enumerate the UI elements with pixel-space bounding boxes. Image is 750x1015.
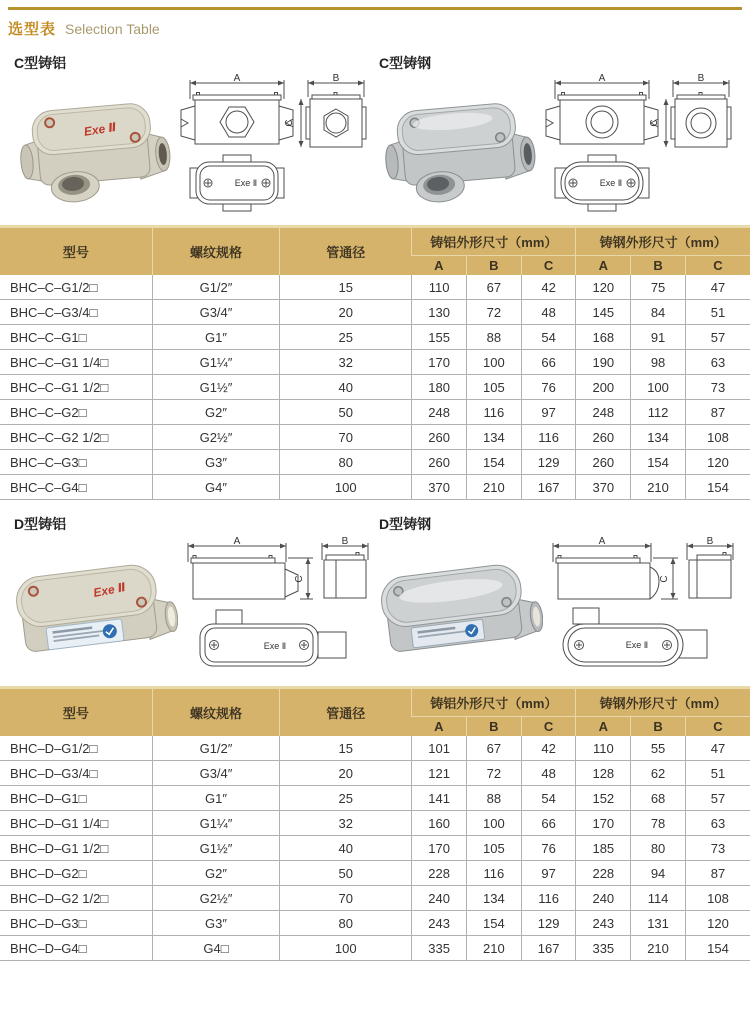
- value-cell: 116: [466, 861, 521, 886]
- model-cell: BHC–C–G2 1/2□: [0, 425, 152, 450]
- table-row: [0, 350, 750, 375]
- value-cell: 154: [685, 475, 750, 500]
- table-row: [0, 811, 750, 836]
- value-cell: 80: [631, 836, 686, 861]
- value-cell: 116: [466, 400, 521, 425]
- value-cell: 63: [685, 350, 750, 375]
- dimension-drawing-c-type: [545, 73, 735, 215]
- value-cell: G3/4″: [152, 300, 280, 325]
- section-label: C型铸铝: [14, 55, 67, 71]
- sub-header-a: A: [576, 256, 631, 276]
- col-group-steel: 铸钢外形尺寸（mm）: [576, 227, 750, 256]
- value-cell: 141: [412, 786, 467, 811]
- sub-header-a: A: [412, 256, 467, 276]
- value-cell: 66: [521, 350, 576, 375]
- dim-label-c: C: [649, 119, 660, 127]
- value-cell: G1½″: [152, 836, 280, 861]
- value-cell: 78: [631, 811, 686, 836]
- value-cell: 100: [466, 350, 521, 375]
- sub-header-c: C: [521, 717, 576, 737]
- product-photo-c-aluminum: [10, 73, 178, 215]
- value-cell: 128: [576, 761, 631, 786]
- screw-icon: [28, 586, 38, 596]
- d-type-spec-table: [0, 686, 750, 961]
- table-row: [0, 475, 750, 500]
- value-cell: G1″: [152, 786, 280, 811]
- value-cell: 98: [631, 350, 686, 375]
- col-header-model: 型号: [0, 688, 152, 737]
- value-cell: 108: [685, 886, 750, 911]
- model-cell: BHC–C–G1 1/2□: [0, 375, 152, 400]
- table-row: [0, 736, 750, 761]
- sub-header-b: B: [466, 717, 521, 737]
- table-row: [0, 886, 750, 911]
- section-label: C型铸钢: [379, 55, 432, 71]
- col-header-model: 型号: [0, 227, 152, 276]
- value-cell: 130: [412, 300, 467, 325]
- value-cell: 87: [685, 861, 750, 886]
- page-title-zh: 选型表: [8, 21, 57, 38]
- model-cell: BHC–D–G2□: [0, 861, 152, 886]
- model-cell: BHC–D–G2 1/2□: [0, 886, 152, 911]
- value-cell: 15: [280, 275, 412, 300]
- model-cell: BHC–C–G1□: [0, 325, 152, 350]
- value-cell: 70: [280, 425, 412, 450]
- value-cell: 240: [576, 886, 631, 911]
- model-cell: BHC–D–G1/2□: [0, 736, 152, 761]
- value-cell: G1¼″: [152, 350, 280, 375]
- sub-header-a: A: [412, 717, 467, 737]
- table-row: [0, 786, 750, 811]
- value-cell: 100: [280, 936, 412, 961]
- dim-label-a: A: [598, 73, 606, 84]
- col-header-thread: 螺纹规格: [152, 227, 280, 276]
- screw-icon: [502, 597, 512, 607]
- product-section-c-aluminum: [10, 41, 375, 215]
- product-section-d-steel: [375, 502, 740, 676]
- value-cell: 154: [631, 450, 686, 475]
- value-cell: 15: [280, 736, 412, 761]
- value-cell: 170: [412, 836, 467, 861]
- value-cell: 120: [685, 911, 750, 936]
- value-cell: G1¼″: [152, 811, 280, 836]
- value-cell: 160: [412, 811, 467, 836]
- sub-header-b: B: [631, 256, 686, 276]
- product-row-c: [0, 41, 750, 215]
- value-cell: 100: [466, 811, 521, 836]
- value-cell: 47: [685, 736, 750, 761]
- value-cell: 80: [280, 450, 412, 475]
- value-cell: 88: [466, 786, 521, 811]
- value-cell: 200: [576, 375, 631, 400]
- model-cell: BHC–C–G1/2□: [0, 275, 152, 300]
- value-cell: 134: [466, 886, 521, 911]
- value-cell: 50: [280, 400, 412, 425]
- value-cell: G1/2″: [152, 275, 280, 300]
- product-photo-d-aluminum: [10, 534, 178, 676]
- value-cell: 243: [576, 911, 631, 936]
- table-row: [0, 450, 750, 475]
- value-cell: 210: [631, 936, 686, 961]
- value-cell: 97: [521, 861, 576, 886]
- value-cell: 210: [466, 475, 521, 500]
- model-cell: BHC–D–G4□: [0, 936, 152, 961]
- value-cell: 48: [521, 761, 576, 786]
- value-cell: 112: [631, 400, 686, 425]
- col-header-bore: 管通径: [280, 688, 412, 737]
- table-row: [0, 761, 750, 786]
- value-cell: 170: [576, 811, 631, 836]
- col-group-steel: 铸钢外形尺寸（mm）: [576, 688, 750, 717]
- model-cell: BHC–D–G3/4□: [0, 761, 152, 786]
- section-label: D型铸钢: [379, 516, 432, 532]
- value-cell: 210: [631, 475, 686, 500]
- dim-label-b: B: [697, 73, 705, 84]
- table-row: [0, 911, 750, 936]
- sub-header-b: B: [631, 717, 686, 737]
- value-cell: G4″: [152, 475, 280, 500]
- value-cell: G1″: [152, 325, 280, 350]
- value-cell: 63: [685, 811, 750, 836]
- dim-label-b: B: [332, 73, 340, 84]
- value-cell: 25: [280, 325, 412, 350]
- value-cell: G2½″: [152, 886, 280, 911]
- value-cell: 51: [685, 300, 750, 325]
- value-cell: 75: [631, 275, 686, 300]
- value-cell: 180: [412, 375, 467, 400]
- col-header-bore: 管通径: [280, 227, 412, 276]
- value-cell: 240: [412, 886, 467, 911]
- value-cell: 145: [576, 300, 631, 325]
- product-section-d-aluminum: [10, 502, 375, 676]
- value-cell: 260: [576, 425, 631, 450]
- gold-rule: [8, 7, 742, 10]
- value-cell: 84: [631, 300, 686, 325]
- model-cell: BHC–C–G3/4□: [0, 300, 152, 325]
- value-cell: 67: [466, 736, 521, 761]
- value-cell: G1½″: [152, 375, 280, 400]
- table-row: [0, 936, 750, 961]
- value-cell: 114: [631, 886, 686, 911]
- value-cell: 154: [466, 911, 521, 936]
- table-row: [0, 425, 750, 450]
- value-cell: 370: [576, 475, 631, 500]
- model-cell: BHC–C–G4□: [0, 475, 152, 500]
- value-cell: 120: [576, 275, 631, 300]
- dim-label-c: C: [294, 575, 305, 583]
- dim-label-b: B: [706, 536, 714, 547]
- sub-header-a: A: [576, 717, 631, 737]
- value-cell: 134: [631, 425, 686, 450]
- value-cell: 170: [412, 350, 467, 375]
- value-cell: 168: [576, 325, 631, 350]
- value-cell: 210: [466, 936, 521, 961]
- col-group-aluminum: 铸铝外形尺寸（mm）: [412, 688, 576, 717]
- dimension-drawing-d-type: [180, 534, 370, 676]
- value-cell: 20: [280, 300, 412, 325]
- value-cell: 73: [685, 836, 750, 861]
- value-cell: 110: [412, 275, 467, 300]
- value-cell: 105: [466, 375, 521, 400]
- page-title-en: Selection Table: [65, 21, 160, 37]
- value-cell: 108: [685, 425, 750, 450]
- dim-label-b: B: [341, 536, 349, 547]
- value-cell: 120: [685, 450, 750, 475]
- value-cell: 25: [280, 786, 412, 811]
- col-group-aluminum: 铸铝外形尺寸（mm）: [412, 227, 576, 256]
- value-cell: 129: [521, 911, 576, 936]
- table-row: [0, 836, 750, 861]
- value-cell: 55: [631, 736, 686, 761]
- value-cell: 72: [466, 300, 521, 325]
- value-cell: 62: [631, 761, 686, 786]
- exe-marking: Exe Ⅱ: [82, 119, 118, 139]
- screw-icon: [495, 132, 505, 142]
- value-cell: 76: [521, 836, 576, 861]
- value-cell: 116: [521, 425, 576, 450]
- product-section-c-steel: [375, 41, 740, 215]
- value-cell: 42: [521, 275, 576, 300]
- value-cell: 134: [466, 425, 521, 450]
- value-cell: G2″: [152, 400, 280, 425]
- dimension-drawing-d-type: [545, 534, 735, 676]
- value-cell: 88: [466, 325, 521, 350]
- value-cell: 260: [412, 450, 467, 475]
- value-cell: 57: [685, 786, 750, 811]
- table-row: [0, 400, 750, 425]
- product-photo-c-steel: [375, 73, 543, 215]
- value-cell: 50: [280, 861, 412, 886]
- value-cell: 105: [466, 836, 521, 861]
- value-cell: 40: [280, 836, 412, 861]
- value-cell: 57: [685, 325, 750, 350]
- value-cell: 32: [280, 811, 412, 836]
- value-cell: 51: [685, 761, 750, 786]
- value-cell: 129: [521, 450, 576, 475]
- screw-icon: [45, 118, 55, 128]
- value-cell: 155: [412, 325, 467, 350]
- product-row-d: [0, 502, 750, 676]
- value-cell: 335: [576, 936, 631, 961]
- value-cell: 20: [280, 761, 412, 786]
- model-cell: BHC–D–G1□: [0, 786, 152, 811]
- exe-marking: Exe Ⅱ: [625, 640, 649, 650]
- value-cell: 70: [280, 886, 412, 911]
- value-cell: 370: [412, 475, 467, 500]
- value-cell: 47: [685, 275, 750, 300]
- section-label: D型铸铝: [14, 516, 67, 532]
- value-cell: 248: [412, 400, 467, 425]
- value-cell: 48: [521, 300, 576, 325]
- dim-label-c: C: [284, 119, 295, 127]
- sub-header-c: C: [685, 717, 750, 737]
- value-cell: 152: [576, 786, 631, 811]
- value-cell: 228: [576, 861, 631, 886]
- exe-marking: Exe Ⅱ: [263, 641, 287, 651]
- value-cell: 121: [412, 761, 467, 786]
- value-cell: 97: [521, 400, 576, 425]
- table-row: [0, 861, 750, 886]
- dim-label-a: A: [233, 536, 241, 547]
- model-cell: BHC–D–G1 1/2□: [0, 836, 152, 861]
- screw-icon: [137, 597, 147, 607]
- value-cell: 94: [631, 861, 686, 886]
- value-cell: 185: [576, 836, 631, 861]
- value-cell: 73: [685, 375, 750, 400]
- value-cell: 54: [521, 325, 576, 350]
- value-cell: 131: [631, 911, 686, 936]
- value-cell: 248: [576, 400, 631, 425]
- value-cell: 87: [685, 400, 750, 425]
- value-cell: 32: [280, 350, 412, 375]
- dim-label-c: C: [659, 575, 670, 583]
- value-cell: 190: [576, 350, 631, 375]
- value-cell: 42: [521, 736, 576, 761]
- table-row: [0, 325, 750, 350]
- value-cell: 40: [280, 375, 412, 400]
- value-cell: 110: [576, 736, 631, 761]
- value-cell: 80: [280, 911, 412, 936]
- value-cell: 167: [521, 475, 576, 500]
- c-type-spec-table: [0, 225, 750, 500]
- value-cell: 154: [466, 450, 521, 475]
- screw-icon: [130, 132, 140, 142]
- value-cell: 100: [280, 475, 412, 500]
- dim-label-a: A: [233, 73, 241, 84]
- exe-marking: Exe Ⅱ: [599, 178, 623, 188]
- value-cell: G1/2″: [152, 736, 280, 761]
- value-cell: 228: [412, 861, 467, 886]
- value-cell: 154: [685, 936, 750, 961]
- sub-header-c: C: [521, 256, 576, 276]
- table-row: [0, 275, 750, 300]
- value-cell: 101: [412, 736, 467, 761]
- value-cell: 91: [631, 325, 686, 350]
- value-cell: G3″: [152, 450, 280, 475]
- value-cell: G2½″: [152, 425, 280, 450]
- col-header-thread: 螺纹规格: [152, 688, 280, 737]
- dim-label-a: A: [598, 536, 606, 547]
- value-cell: 243: [412, 911, 467, 936]
- dimension-drawing-c-type: [180, 73, 370, 215]
- value-cell: G3/4″: [152, 761, 280, 786]
- value-cell: G4□: [152, 936, 280, 961]
- value-cell: 100: [631, 375, 686, 400]
- model-cell: BHC–D–G3□: [0, 911, 152, 936]
- value-cell: 54: [521, 786, 576, 811]
- exe-marking: Exe Ⅱ: [234, 178, 258, 188]
- table-row: [0, 300, 750, 325]
- sub-header-b: B: [466, 256, 521, 276]
- value-cell: G3″: [152, 911, 280, 936]
- value-cell: G2″: [152, 861, 280, 886]
- model-cell: BHC–C–G2□: [0, 400, 152, 425]
- value-cell: 260: [412, 425, 467, 450]
- value-cell: 68: [631, 786, 686, 811]
- value-cell: 260: [576, 450, 631, 475]
- value-cell: 76: [521, 375, 576, 400]
- product-photo-d-steel: [375, 534, 543, 676]
- table-row: [0, 375, 750, 400]
- value-cell: 167: [521, 936, 576, 961]
- value-cell: 116: [521, 886, 576, 911]
- value-cell: 67: [466, 275, 521, 300]
- model-cell: BHC–C–G1 1/4□: [0, 350, 152, 375]
- sub-header-c: C: [685, 256, 750, 276]
- model-cell: BHC–C–G3□: [0, 450, 152, 475]
- titlebar: [0, 0, 750, 39]
- value-cell: 335: [412, 936, 467, 961]
- model-cell: BHC–D–G1 1/4□: [0, 811, 152, 836]
- exe-marking: Exe Ⅱ: [92, 579, 127, 600]
- value-cell: 72: [466, 761, 521, 786]
- value-cell: 66: [521, 811, 576, 836]
